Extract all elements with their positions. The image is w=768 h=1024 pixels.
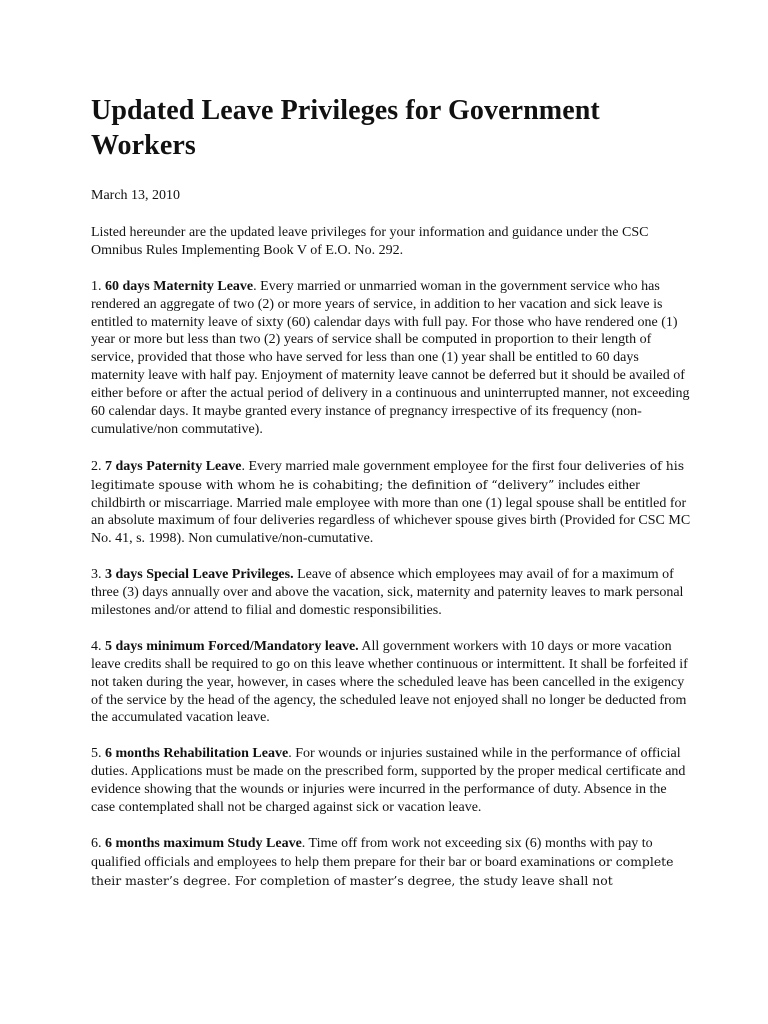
section-study-leave <box>91 835 691 891</box>
section-heading-suffix: . <box>288 746 292 762</box>
section-heading: 6 months Rehabilitation Leave <box>105 746 289 762</box>
section-rehabilitation-leave <box>91 745 691 817</box>
section-number: 4. <box>91 638 102 654</box>
section-number: 3. <box>91 567 102 583</box>
section-heading-suffix: . <box>253 278 257 294</box>
section-body: All government workers with 10 days or more vacation leave credits shall be required to go on this leave whether continuous or intermittent. It shall be forfeited if not taken during the year, however, in cases where the scheduled leave has been cancelled in the exigency of the service by the head of the agency, the scheduled leave not enjoyed shall no longer be deducted from the accumulated vacation leave. <box>91 638 688 726</box>
section-maternity-leave <box>91 278 691 439</box>
section-heading: 5 days minimum Forced/Mandatory leave. <box>105 638 359 654</box>
section-heading-suffix: . <box>301 835 306 851</box>
section-heading-suffix: . <box>241 458 245 474</box>
section-body: Leave of absence which employees may avail of for a maximum of three (3) days annually over and above the vacation, sick, maternity and paternity leaves to mark personal milestones and/or attend to filial and domestic responsibilities. <box>91 567 684 618</box>
section-forced-leave <box>91 638 691 728</box>
section-body: Time off from work not exceeding six (6) months with pay to qualified officials and employees to help them prepare for their bar or board examinations <box>91 835 653 870</box>
document-title: Updated Leave Privileges for Government Workers <box>91 95 600 161</box>
section-number: 2. <box>91 458 102 474</box>
section-body: Every married male government employee for the first four <box>248 458 582 474</box>
section-number: 5. <box>91 746 102 762</box>
section-heading: 3 days Special Leave Privileges. <box>105 567 294 583</box>
section-paternity-leave <box>91 457 691 549</box>
section-body: For wounds or injuries sustained while in the performance of official duties. Applications must be made on the prescribed form, supported by the proper medical certificate and evidence showing that the wounds or injuries were incurred in the performance of duty. Absence in the case contemplated shall not be charged against sick or vacation leave. <box>91 746 686 815</box>
intro-paragraph: Listed hereunder are the updated leave privileges for your information and guidance under the CSC Omnibus Rules Implementing Book V of E.O. No. 292. <box>91 225 649 258</box>
section-body-alt-font: or complete their master’s degree. For completion of master’s degree, the study leave shall not <box>91 853 674 888</box>
document-date: March 13, 2010 <box>91 188 181 203</box>
section-heading: 7 days Paternity Leave <box>105 458 242 474</box>
section-body: Every married or unmarried woman in the government service who has rendered an aggregate of two (2) or more years of service, in addition to her vacation and sick leave is entitled to maternity leave of sixty (60) calendar days with full pay. For those who have rendered one (1) year or more but less than two (2) years of service shall be computed in proportion to their length of service, provided that those who have served for less than one (1) year shall be entitled to 60 days maternity leave with half pay. Enjoyment of maternity leave cannot be deferred but it should be availed of either before or after the actual period of delivery in a continuous and uninterrupted manner, not exceeding 60 calendar days. It maybe granted every instance of pregnancy irrespective of its frequency (non-cumulative/non commutative). <box>91 278 690 437</box>
section-heading: 60 days Maternity Leave <box>105 278 254 294</box>
section-special-leave <box>91 566 691 620</box>
section-number: 1. <box>91 278 102 294</box>
section-body: includes either childbirth or miscarriage. Married male employee with more than one (1) legal spouse shall be entitled for an absolute maximum of four deliveries regardless of whichever spouse gives birth (Provided for CSC MC No. 41, s. 1998). Non cumulative/non-cumutative. <box>91 477 691 547</box>
section-number: 6. <box>91 835 102 851</box>
section-heading: 6 months maximum Study Leave <box>105 835 302 851</box>
section-body-alt-font: deliveries of his legitimate spouse with whom he is cohabiting; the definition of “delivery” <box>91 457 685 492</box>
document-page <box>91 93 691 908</box>
